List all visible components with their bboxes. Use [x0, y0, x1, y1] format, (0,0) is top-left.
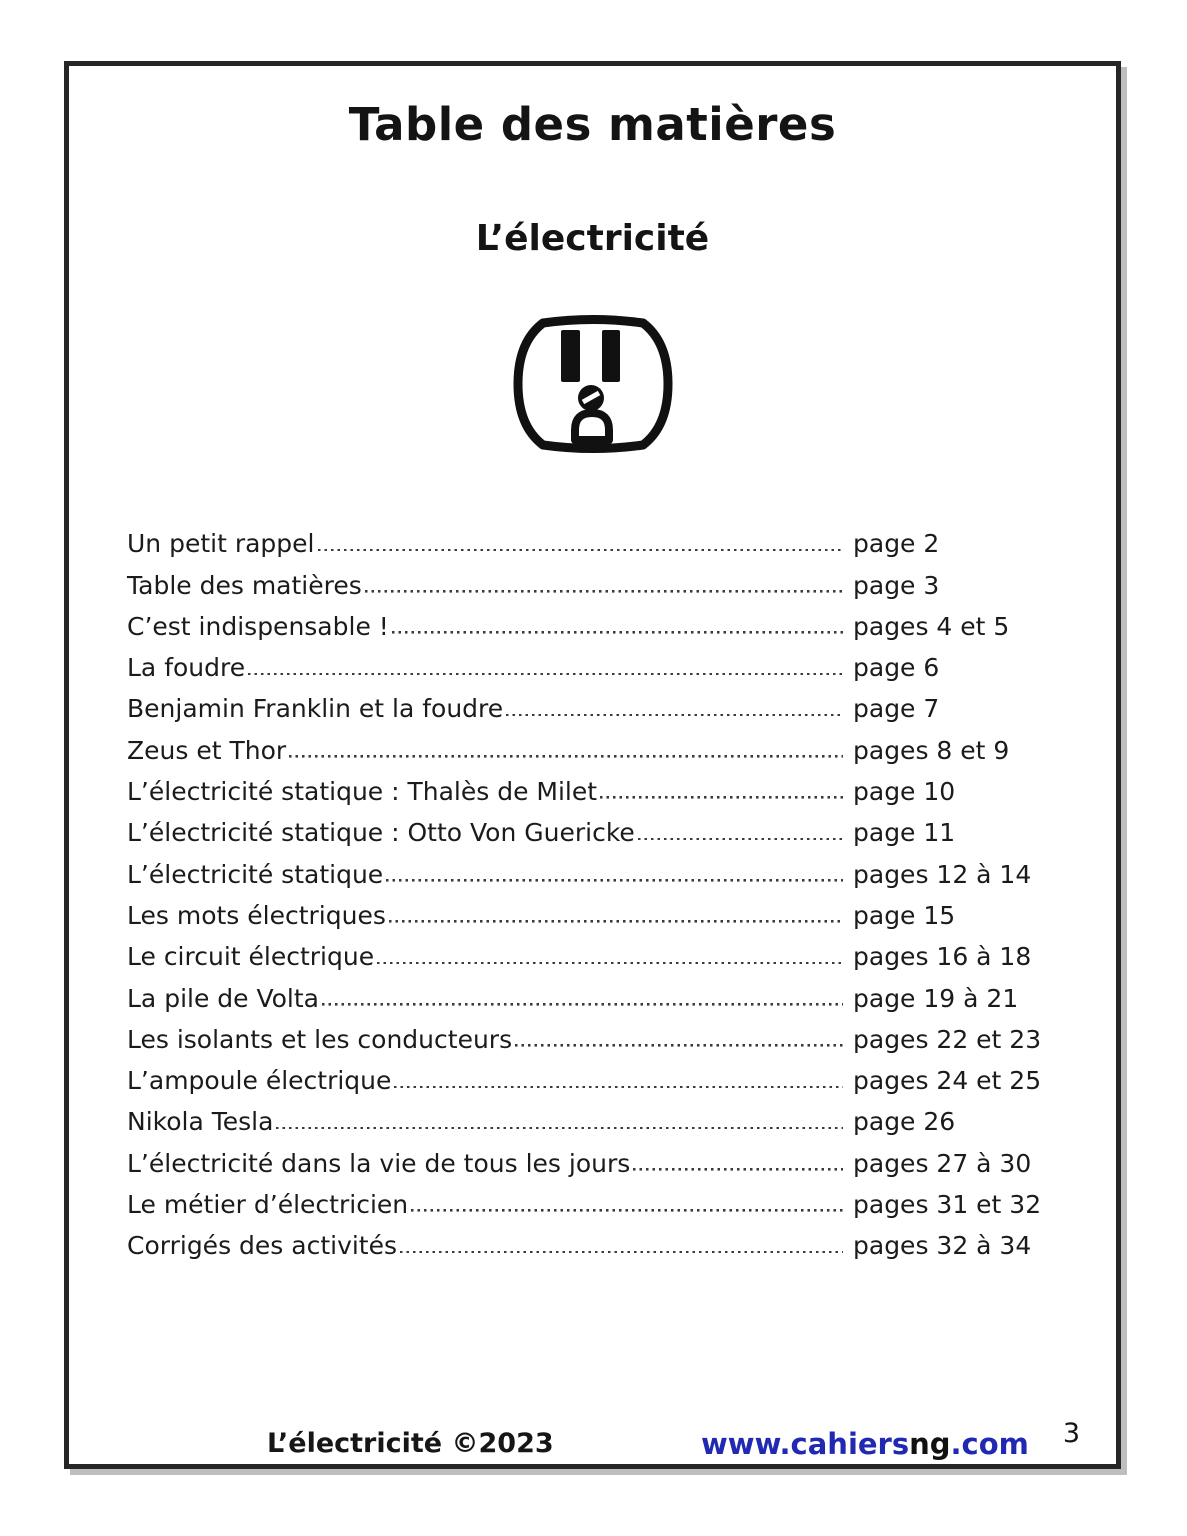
dotted-leader — [289, 755, 843, 758]
toc-entry — [127, 1219, 1049, 1260]
dotted-leader — [365, 590, 843, 593]
toc-entry — [127, 1095, 1049, 1136]
footer-copyright: L’électricité ©2023 — [267, 1428, 554, 1459]
dotted-leader — [389, 920, 843, 923]
toc-entry-pages: page 3 — [853, 570, 940, 600]
toc-entry-label: Zeus et Thor — [127, 735, 287, 765]
dotted-leader — [638, 837, 843, 840]
toc-entry-pages: pages 22 et 23 — [853, 1024, 1042, 1054]
toc-entry-label: La pile de Volta — [127, 983, 320, 1013]
toc-entry-label: Nikola Tesla — [127, 1107, 274, 1137]
toc-entry-pages: pages 12 à 14 — [853, 859, 1032, 889]
toc-entry-label: Les mots électriques — [127, 900, 386, 930]
toc-entry-pages: page 11 — [853, 818, 956, 848]
toc-entry-label: L’électricité statique : Otto Von Guericke — [127, 818, 635, 848]
toc-entry — [127, 1136, 1049, 1177]
toc-entry-label: Corrigés des activités — [127, 1231, 398, 1261]
toc-entry-label: Benjamin Franklin et la foudre — [127, 694, 504, 724]
toc-entry-label: Le métier d’électricien — [127, 1190, 409, 1220]
toc-entry — [127, 847, 1049, 888]
toc-entry-label: L’électricité statique — [127, 859, 384, 889]
toc-entry-label: L’électricité statique : Thalès de Milet — [127, 777, 598, 807]
toc-entry — [127, 765, 1049, 806]
toc-entry-pages: pages 32 à 34 — [853, 1231, 1032, 1261]
page-number: 3 — [1062, 1418, 1080, 1449]
page-title: Table des matières — [348, 98, 837, 151]
toc-entry — [127, 558, 1049, 599]
footer-website-brand: ng — [909, 1427, 951, 1461]
toc-entry-label: Un petit rappel — [127, 529, 315, 559]
toc-entry — [127, 682, 1049, 723]
toc-entry-pages: pages 27 à 30 — [853, 1148, 1032, 1178]
toc-entry-pages: pages 16 à 18 — [853, 942, 1032, 972]
toc-entry-label: Table des matières — [127, 570, 362, 600]
toc-entry-pages: pages 4 et 5 — [853, 611, 1010, 641]
footer-website-link[interactable] — [701, 1427, 1029, 1461]
toc-entry-pages: page 10 — [853, 777, 956, 807]
toc-entry — [127, 930, 1049, 971]
toc-entry — [127, 1013, 1049, 1054]
dotted-leader — [318, 548, 844, 551]
toc-entry-pages: page 26 — [853, 1107, 956, 1137]
toc-entry — [127, 1054, 1049, 1095]
page-frame — [64, 61, 1121, 1469]
toc-entry-pages: pages 24 et 25 — [853, 1066, 1042, 1096]
toc-entry — [127, 600, 1049, 641]
toc-list — [127, 517, 1049, 1260]
toc-entry-label: Le circuit électrique — [127, 942, 375, 972]
toc-entry-pages: pages 31 et 32 — [853, 1190, 1042, 1220]
dotted-leader — [394, 1085, 843, 1088]
toc-entry — [127, 889, 1049, 930]
dotted-leader — [400, 1250, 843, 1253]
toc-entry-pages: page 7 — [853, 694, 940, 724]
dotted-leader — [411, 1209, 843, 1212]
footer-website-suffix: .com — [950, 1427, 1029, 1461]
section-title: L’électricité — [475, 218, 710, 259]
toc-entry-label: La foudre — [127, 653, 246, 683]
toc-entry-pages: page 6 — [853, 653, 940, 683]
toc-entry-label: Les isolants et les conducteurs — [127, 1024, 513, 1054]
dotted-leader — [386, 879, 843, 882]
toc-entry-pages: page 19 à 21 — [853, 983, 1019, 1013]
toc-entry — [127, 971, 1049, 1012]
footer-website-prefix: www.cahiers — [701, 1427, 910, 1461]
toc-entry-pages: page 15 — [853, 900, 956, 930]
dotted-leader — [392, 631, 843, 634]
toc-entry-label: L’ampoule électrique — [127, 1066, 392, 1096]
toc-entry — [127, 517, 1049, 558]
toc-entry-pages: pages 8 et 9 — [853, 735, 1010, 765]
toc-entry — [127, 806, 1049, 847]
toc-entry-label: L’électricité dans la vie de tous les jours — [127, 1148, 631, 1178]
toc-entry — [127, 1178, 1049, 1219]
dotted-leader — [322, 1003, 843, 1006]
dotted-leader — [276, 1126, 843, 1129]
toc-entry — [127, 723, 1049, 764]
dotted-leader — [600, 796, 843, 799]
toc-entry-pages: page 2 — [853, 529, 940, 559]
dotted-leader — [633, 1168, 843, 1171]
toc-entry-label: C’est indispensable ! — [127, 611, 389, 641]
electrical-outlet-icon — [513, 314, 673, 454]
dotted-leader — [248, 672, 843, 675]
dotted-leader — [506, 713, 843, 716]
dotted-leader — [377, 961, 843, 964]
toc-entry — [127, 641, 1049, 682]
dotted-leader — [515, 1044, 843, 1047]
